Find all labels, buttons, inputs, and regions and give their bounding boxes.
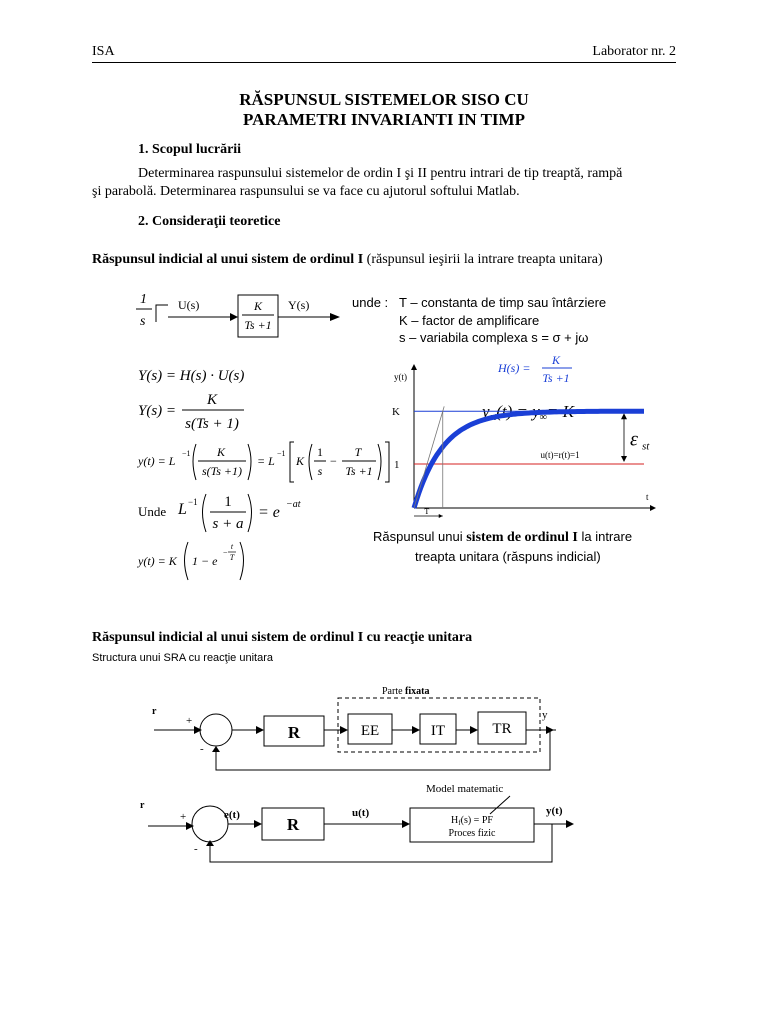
d1-minus: -: [200, 743, 204, 755]
d2-hf-H: H: [451, 815, 459, 826]
d1-R: R: [287, 723, 301, 742]
d2-proc: Proces fizic: [448, 828, 496, 839]
eq-response: [136, 538, 286, 584]
eq5-lhs: y(t) = K: [138, 554, 177, 568]
d2-hf: [451, 815, 493, 827]
tf-den: Ts +1: [244, 318, 272, 332]
chart-xlabel: t: [646, 492, 649, 502]
page-title-line1: RĂSPUNSUL SISTEMELOR SISO CU: [239, 90, 529, 109]
eq2-lhs: Y(s) =: [138, 403, 177, 419]
eq3-s: s: [317, 464, 323, 478]
eq4-paren-l: [203, 494, 207, 532]
chart-t-arrowhead: [439, 514, 443, 518]
d1-plus: +: [186, 715, 193, 727]
steady-rhs: = K: [546, 402, 574, 421]
d1-arrowhead-ee: [340, 726, 348, 734]
d2-hf-sub: f: [458, 819, 461, 827]
steady-mid: (t) = y: [496, 402, 540, 421]
steady-sub2: ∞: [539, 412, 547, 423]
step-response-chart: [360, 350, 660, 525]
subsection1-heading-normal: (răspunsul ieşirii la intrare treapta unitara): [363, 252, 603, 267]
eq3-num: K: [216, 445, 226, 459]
eq4-den: s + a: [212, 516, 244, 532]
d2-feedback-line: [210, 824, 552, 862]
chart-input-label: u(t)=r(t)=1: [540, 450, 580, 460]
d2-R: R: [286, 815, 300, 834]
d2-hf-rest: (s) = PF: [460, 815, 493, 826]
chart-t-mark: T: [424, 507, 430, 516]
d2-e: e(t): [224, 809, 240, 821]
eq2-num: K: [206, 392, 218, 408]
d1-arrowhead-r: [256, 726, 264, 734]
eq-Y-fraction: [136, 388, 266, 434]
d1-r: r: [152, 706, 157, 717]
eq3-T: T: [354, 445, 362, 459]
caption-bold: sistem de ordinul I: [466, 530, 578, 545]
d2-minus: -: [194, 843, 198, 855]
d2-y: y(t): [546, 805, 563, 817]
d2-plus: +: [180, 811, 187, 823]
d2-arrowhead-r: [254, 820, 262, 828]
eq4-L: L: [178, 501, 187, 518]
eq3-k: K: [296, 454, 305, 468]
eq3-paren2-l: [309, 444, 312, 480]
d1-arrowhead-tr: [470, 726, 478, 734]
d2-arrowhead-proc: [402, 820, 410, 828]
eq3-sup2: −1: [277, 449, 286, 458]
chart-x-arrowhead: [650, 505, 656, 511]
chart-tf-lhs: H(s) =: [498, 361, 531, 375]
steady-lhs: y: [482, 402, 490, 421]
chart-tf-num: K: [551, 353, 561, 367]
chart-error-sub: st: [642, 440, 650, 453]
section1-heading: 1. Scopul lucrării: [138, 142, 242, 157]
page-title-line2: PARAMETRI INVARIANTI IN TIMP: [243, 110, 525, 129]
eq4-rhs: = e: [258, 504, 280, 521]
d1-TR: TR: [492, 721, 512, 737]
chart-k-label: K: [392, 406, 400, 419]
eq5-one: 1 − e: [192, 554, 218, 568]
subsection1-heading: [92, 252, 603, 268]
d1-arrowhead-it: [412, 726, 420, 734]
chart-caption-line2: treapta unitara (răspuns indicial): [415, 549, 601, 564]
section1-text-line1: Determinarea raspunsului sistemelor de ordin I şi II pentru intrari de tip treaptă, rampă: [138, 166, 623, 181]
eq-Y-H-U: Y(s) = H(s) · U(s): [138, 368, 245, 384]
d1-parte-normal: Parte: [382, 686, 406, 697]
eq5-exp-minus: −: [223, 548, 228, 557]
eq3-den: s(Ts +1): [201, 464, 243, 478]
eq2-den: s(Ts + 1): [185, 416, 239, 432]
d1-EE: EE: [360, 723, 380, 739]
eq3-minus: −: [330, 454, 337, 468]
chart-tf-den: Ts +1: [542, 371, 570, 385]
def-T: T – constanta de timp sau întârziere: [399, 295, 607, 310]
d2-model-pointer: [490, 796, 510, 814]
chart-error-arrowhead-top: [621, 413, 627, 419]
eq-laplace-pair: [136, 488, 336, 536]
section2-heading: 2. Consideraţii teoretice: [138, 214, 281, 229]
d2-model: Model matematic: [426, 783, 504, 795]
d2-output-arrowhead: [566, 820, 574, 828]
eq3-bracket-l: [290, 442, 294, 482]
chart-error-label: ε: [630, 428, 638, 451]
eq5-paren-l: [185, 542, 189, 580]
eq5-exp-den: T: [229, 553, 235, 562]
step-symbol: [156, 305, 168, 322]
caption-post: la intrare: [577, 529, 633, 544]
d1-summing-junction: [200, 714, 232, 746]
chart-response-curve: [414, 411, 644, 508]
section1-text-line2: şi parabolă. Determinarea raspunsului se va face cu ajutorul softului Matlab.: [92, 184, 520, 199]
eq3-paren-r: [248, 444, 251, 480]
header-left: ISA: [92, 44, 115, 59]
eq-inverse-laplace: [136, 436, 396, 486]
input-arrowhead: [230, 313, 238, 321]
eq4-num: 1: [224, 494, 232, 510]
eq3-lhs: y(t) = L: [138, 454, 176, 468]
subsection2-heading: Răspunsul indicial al unui sistem de ordinul I cu reacţie unitara: [92, 630, 473, 645]
chart-error-arrowhead-bottom: [621, 456, 627, 462]
steady-sub: st: [489, 412, 497, 423]
d2-r: r: [140, 800, 145, 811]
d1-y: y: [542, 709, 548, 721]
eq4-paren-r: [248, 494, 252, 532]
open-loop-diagram: [130, 285, 360, 345]
eq3-mid: = L: [257, 454, 275, 468]
eq5-exp-num: t: [230, 542, 234, 551]
d1-parte: [382, 686, 430, 697]
d2-summing-junction: [192, 806, 228, 842]
input-num: 1: [140, 292, 147, 307]
eq4-sup: −1: [188, 497, 198, 507]
eq4-word: Unde: [138, 504, 167, 519]
header-rule: [92, 62, 676, 63]
eq4-exp: −at: [286, 499, 301, 510]
unde-label: unde :: [352, 295, 389, 310]
tf-num: K: [253, 299, 263, 313]
d1-IT: IT: [430, 723, 446, 739]
chart-one-label: 1: [394, 459, 400, 471]
caption-pre: Răspunsul unui: [373, 529, 467, 544]
d2-feedback-arrowhead: [206, 840, 214, 846]
header-right: Laborator nr. 2: [592, 44, 676, 59]
eq3-sup: −1: [182, 449, 191, 458]
feedback-diagram-2: [140, 778, 580, 870]
eq3-paren-l: [193, 444, 196, 480]
chart-tangent-line: [414, 406, 444, 508]
eq3-one: 1: [317, 445, 323, 459]
eq3-Ts1: Ts +1: [345, 464, 373, 478]
d1-parte-bold: fixata: [405, 686, 430, 697]
feedback-diagram-1: [140, 680, 580, 780]
d2-u: u(t): [352, 807, 370, 819]
subsection2-sub: Structura unui SRA cu reacţie unitara: [92, 652, 273, 664]
subsection1-heading-bold: Răspunsul indicial al unui sistem de ordinul I: [92, 252, 364, 267]
eq5-paren-r: [240, 542, 244, 580]
y-label: Y(s): [288, 298, 310, 312]
def-s: s – variabila complexa s = σ + jω: [399, 330, 589, 345]
chart-caption-line1: [373, 529, 632, 546]
chart-y-arrowhead: [411, 364, 417, 370]
u-label: U(s): [178, 298, 200, 312]
output-arrowhead: [330, 313, 340, 321]
d1-feedback-arrowhead: [212, 746, 220, 752]
input-den: s: [140, 314, 146, 329]
def-K: K – factor de amplificare: [399, 313, 540, 328]
d1-input-arrowhead: [194, 726, 202, 734]
chart-ylabel: y(t): [394, 372, 407, 382]
